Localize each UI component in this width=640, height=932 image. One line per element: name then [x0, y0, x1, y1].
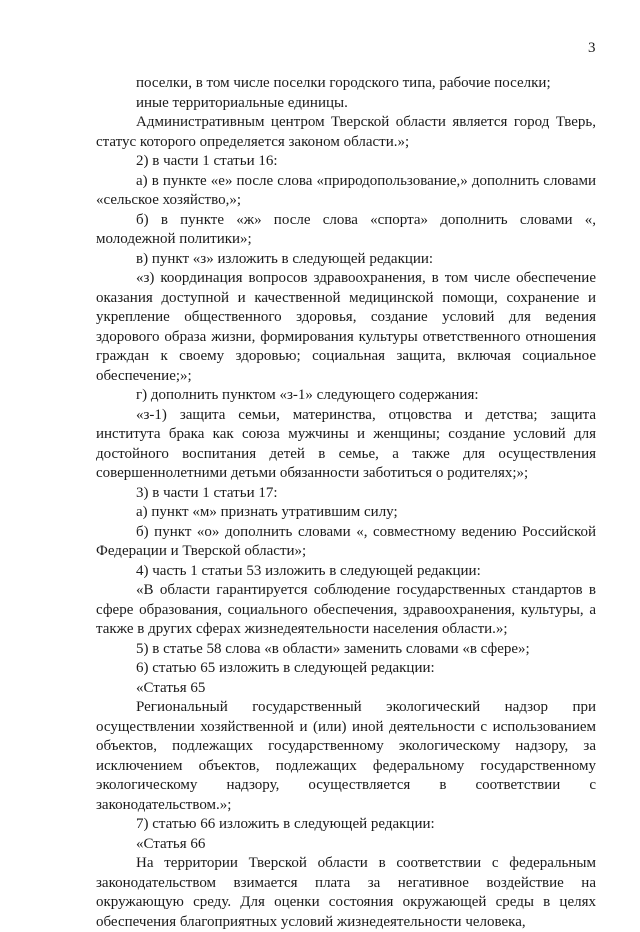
paragraph: 7) статью 66 изложить в следующей редакции: [136, 816, 435, 832]
paragraph: 3) в части 1 статьи 17: [136, 484, 278, 501]
paragraph: Административным центром Тверской области является город Тверь, статус которого определяется законом области.»; [96, 114, 596, 150]
article-heading: «Статья 65 [136, 679, 206, 696]
paragraph: «з) координация вопросов здравоохранения, в том числе обеспечение оказания доступной и качественной медицинской помощи, сохранение и укрепление общественного здоровья, создание условий для ведения здорового образа жизни, формирования культуры ответственного отношения граждан к своему здоровью; социальная защита, включая социальное обеспечение;»; [96, 270, 596, 384]
paragraph: б) в пункте «ж» после слова «спорта» дополнить словами «, молодежной политики»; [96, 211, 596, 247]
paragraph: 6) статью 65 изложить в следующей редакции: [136, 660, 435, 676]
article-heading: «Статья 66 [136, 835, 206, 852]
paragraph: поселки, в том числе поселки городского типа, рабочие поселки; [136, 75, 551, 91]
paragraph: а) пункт «м» признать утратившим силу; [136, 504, 398, 520]
paragraph: иные территориальные единицы. [136, 94, 348, 111]
paragraph: 4) часть 1 статьи 53 изложить в следующей редакции: [136, 562, 481, 579]
document-body [96, 74, 596, 932]
paragraph: б) пункт «о» дополнить словами «, совместному ведению Российской Федерации и Тверской области»; [96, 523, 596, 559]
paragraph: 2) в части 1 статьи 16: [136, 153, 278, 169]
paragraph: в) пункт «з» изложить в следующей редакции: [136, 250, 434, 267]
paragraph: г) дополнить пунктом «з-1» следующего содержания: [136, 387, 479, 403]
paragraph: 5) в статье 58 слова «в области» заменить словами «в сфере»; [136, 640, 530, 657]
paragraph: «В области гарантируется соблюдение государственных стандартов в сфере образования, социального обеспечения, здравоохранения, культуры, а также в других сферах жизнедеятельности населения области.»; [96, 582, 596, 637]
paragraph: «з-1) защита семьи, материнства, отцовства и детства; защита института брака как союза мужчины и женщины; создание условий для достойного воспитания детей в семье, а также для осуществления совершеннолетними детьми обязанности заботиться о родителях;»; [96, 406, 596, 481]
paragraph: На территории Тверской области в соответствии с федеральным законодательством взимается плата за негативное воздействие на окружающую среду. Для оценки состояния окружающей среды в целях обеспечения благоприятных условий жизнедеятельности человека, [96, 855, 596, 930]
page-number: 3 [588, 40, 596, 56]
paragraph: Региональный государственный экологический надзор при осуществлении хозяйственной и (или) иной деятельности с использованием объектов, подлежащих государственному экологическому надзору, за исключением объектов, подлежащих федеральному государственному экологическому надзору, осуществляется в соответствии с законодательством.»; [96, 699, 596, 813]
paragraph: а) в пункте «е» после слова «природопользование,» дополнить словами «сельское хозяйство,»; [96, 172, 596, 208]
